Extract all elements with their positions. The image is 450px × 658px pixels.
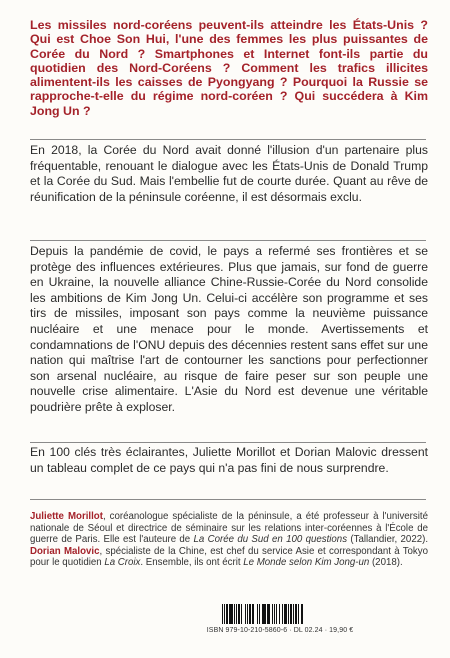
newspaper-title: La Croix bbox=[104, 557, 141, 569]
bio-text: . Ensemble, ils ont écrit bbox=[140, 557, 244, 569]
barcode-graphic bbox=[222, 604, 339, 624]
teaser-questions: Les missiles nord-coréens peuvent-ils atteindre les États-Unis ? Qui est Choe Son Hui, l'une des femmes les plus puissantes de Corée du Nord ? Smartphones et Internet font-ils partie du quotidien des Nord-Coréens ? Comment les trafics illicites alimentent-ils les caisses de Pyongyang ? Pourquoi la Russie se rapproche-t-elle du régime nord-coréen ? Qui succédera à Kim Jong Un ? bbox=[30, 18, 428, 118]
bio-text: (Tallandier, 2022). bbox=[347, 534, 429, 546]
author-name-malovic: Dorian Malovic bbox=[30, 545, 100, 557]
bio-text: , spécialiste de la Chine, est chef du service Asie et correspondant à Tokyo pour le quotidien bbox=[30, 545, 429, 569]
paragraph-context: Depuis la pandémie de covid, le pays a refermé ses frontières et se protège des influences extérieures. Plus que jamais, sur fond de guerre en Ukraine, la nouvelle alliance Chine-Russie-Corée du Nord consolide les ambitions de Kim Jong Un. Celui-ci accélère son programme et ses tirs de missiles, imposant son pays comme la neuvième puissance nucléaire et une menace pour le monde. Avertissements et condamnations de l'ONU depuis des décennies restent sans effet sur une nation qui maîtrise l'art de contourner les sanctions pour perfectionner son arsenal nucléaire, au risque de faire peser sur son peuple une nouvelle crise alimentaire. L'Asie du Nord est devenue une véritable poudrière prête à exploser. bbox=[30, 244, 428, 414]
paragraph-summary: En 100 clés très éclairantes, Juliette Morillot et Dorian Malovic dressent un tableau complet de ce pays qui n'a pas fini de nous surprendre. bbox=[30, 445, 428, 475]
paragraph-intro: En 2018, la Corée du Nord avait donné l'illusion d'un partenaire plus fréquentable, renouant le dialogue avec les États-Unis de Donald Trump et la Corée du Sud. Mais l'embellie fut de courte durée. Quant au rêve de réunification de la péninsule coréenne, il est désormais exclu. bbox=[30, 143, 428, 204]
divider-rule bbox=[30, 442, 426, 443]
book-title: Le Monde selon Kim Jong-un bbox=[243, 557, 370, 569]
bio-text: (2018). bbox=[369, 557, 403, 569]
author-biographies bbox=[30, 511, 428, 569]
divider-rule bbox=[30, 139, 426, 140]
divider-rule bbox=[30, 240, 426, 241]
book-title: La Corée du Sud en 100 questions bbox=[193, 534, 348, 546]
divider-rule bbox=[30, 499, 426, 500]
isbn-price-line: ISBN 979-10-210-5860-6 · DL 02.24 · 19,90 € bbox=[206, 627, 354, 634]
bio-text: , coréanologue spécialiste de la péninsule, a été professeur à l'université nationale de Séoul et directrice de séminaire sur les relations inter-coréennes à l'École de guerre de Paris. Elle est l'auteure de bbox=[30, 511, 428, 546]
author-name-morillot: Juliette Morillot bbox=[30, 511, 103, 522]
